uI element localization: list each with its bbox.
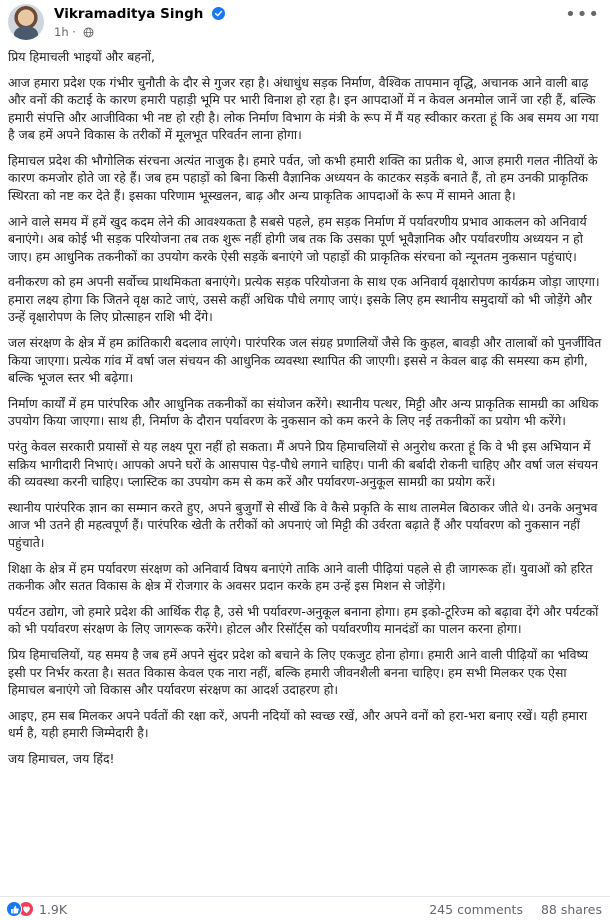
post-paragraph: शिक्षा के क्षेत्र में हम पर्यावरण संरक्षण को अनिवार्य विषय बनाएंगे ताकि आने वाली पीढ़ियां पहले से ही जागरूक हों। युवाओं को हरित तकनीक और सतत विकास के क्षेत्र में रोजगार के अवसर प्रदान करके हम उन्हें इस मिशन से जोड़ेंगे। (8, 560, 593, 594)
engagement-counts (415, 902, 602, 917)
post-body (8, 48, 604, 776)
post-paragraph: हिमाचल प्रदेश की भौगोलिक संरचना अत्यंत नाजुक है। हमारे पर्वत, जो कभी हमारी शक्ति का प्रतीक थे, आज हमारी गलत नीतियों के कारण कमजोर होते जा रहे हैं। जब हम पहाड़ों को बिना किसी वैज्ञानिक अध्ययन के काटकर सड़कें बनाते हैं, तो हम उनकी प्राकृतिक स्थिरता को नष्ट कर देते हैं। इसका परिणाम भूस्खलन, बाढ़ और अन्य प्राकृतिक आपदाओं के रूप में सामने आता है। (8, 153, 598, 203)
author-name[interactable]: Vikramaditya Singh (54, 6, 204, 22)
globe-icon (83, 27, 94, 38)
verified-badge-icon (212, 7, 225, 20)
post-time[interactable]: 1h (54, 25, 69, 39)
post-paragraph: परंतु केवल सरकारी प्रयासों से यह लक्ष्य पूरा नहीं हो सकता। मैं अपने प्रिय हिमाचलियों से अनुरोध करता हूं कि वे भी इस अभियान में सक्रिय भागीदारी निभाएं। आपको अपने घरों के आसपास पेड़-पौधे लगाने चाहिए। पानी की बर्बादी रोकनी चाहिए और वर्षा जल संचयन की व्यवस्था करनी चाहिए। प्लास्टिक का उपयोग कम से कम करें और पर्यावरण-अनुकूल सामग्री का प्रयोग करें। (8, 439, 599, 490)
reaction-count: 1.9K (39, 901, 68, 917)
post-paragraph: जय हिमाचल, जय हिंद! (8, 751, 115, 767)
post-paragraph: वनीकरण को हम अपनी सर्वोच्च प्राथमिकता बनाएंगे। प्रत्येक सड़क परियोजना के साथ एक अनिवार्य वृक्षारोपण कार्यक्रम जोड़ा जाएगा। हमारा लक्ष्य होगा कि जितने वृक्ष काटे जाएं, उससे कहीं अधिक पौधे लगाए जाएं। इसके लिए हम स्थानीय समुदायों को भी जोड़ेंगे और उन्हें वृक्षारोपण के लिए प्रोत्साहन राशि भी देंगे। (8, 274, 600, 325)
post-paragraph: प्रिय हिमाचलियों, यह समय है जब हमें अपने सुंदर प्रदेश को बचाने के लिए एकजुट होना होगा। हमारी आने वाली पीढ़ियों का भविष्य इसी पर निर्भर करता है। सतत विकास केवल एक नारा नहीं, बल्कि हमारी जीवनशैली बनना चाहिए। हम सभी मिलकर एक ऐसा हिमाचल बनाएंगे जो विकास और पर्यावरण संरक्षण का आदर्श उदाहरण हो। (8, 647, 589, 698)
shares-count[interactable]: 88 shares (540, 902, 602, 917)
post-paragraph: आइए, हम सब मिलकर अपने पर्वतों की रक्षा करें, अपनी नदियों को स्वच्छ रखें, और अपने वनों को हरा-भरा बनाए रखें। यही हमारा धर्म है, यही हमारी जिम्मेदारी है। (8, 708, 588, 741)
post-paragraph: स्थानीय पारंपरिक ज्ञान का सम्मान करते हुए, अपने बुजुर्गों से सीखें कि वे कैसे प्रकृति के साथ तालमेल बिठाकर जीते थे। उनके अनुभव आज भी उतने ही महत्वपूर्ण हैं। पारंपरिक खेती के तरीकों को अपनाएं जो मिट्टी की उर्वरता बढ़ाते हैं और पर्यावरण को नुकसान नहीं पहुंचाते। (8, 499, 598, 550)
post-paragraph: निर्माण कार्यों में हम पारंपरिक और आधुनिक तकनीकों का संयोजन करेंगे। स्थानीय पत्थर, मिट्टी और अन्य प्राकृतिक सामग्री का अधिक उपयोग किया जाएगा। साथ ही, निर्माण के दौरान पर्यावरण के नुकसान को कम करने के लिए नई तकनीकों का प्रयोग भी करेंगे। (8, 395, 599, 429)
reactions-summary[interactable] (6, 900, 67, 918)
post-paragraph: प्रिय हिमाचली भाइयों और बहनों, (8, 49, 155, 64)
post-paragraph: जल संरक्षण के क्षेत्र में हम क्रांतिकारी बदलाव लाएंगे। पारंपरिक जल संग्रह प्रणालियों जैसे कि कुहल, बावड़ी और तालाबों को पुनर्जीवित किया जाएगा। प्रत्येक गांव में वर्षा जल संचयन की आधुनिक व्यवस्था स्थापित की जाएगी। इससे न केवल बाढ़ की समस्या कम होगी, बल्कि भूजल स्तर भी बढ़ेगा। (8, 335, 602, 385)
author-avatar[interactable] (8, 4, 44, 40)
author-name-row (54, 6, 225, 22)
post-stats-bar (0, 896, 610, 920)
post-paragraph: आने वाले समय में हमें खुद कदम लेने की आवश्यकता है सबसे पहले, हम सड़क निर्माण में पर्यावरणीय प्रभाव आकलन को अनिवार्य बनाएंगे। अब कोई भी सड़क परियोजना तब तक शुरू नहीं होगी जब तक कि उसका पूर्ण भूवैज्ञानिक और पर्यावरणीय अध्ययन न हो जाए। हम आधुनिक तकनीकों का उपयोग करके ऐसी सड़कें बनाएंगे जो पहाड़ों की प्राकृतिक संरचना को न्यूनतम नुकसान पहुंचाएं। (8, 213, 587, 264)
post-paragraph: आज हमारा प्रदेश एक गंभीर चुनौती के दौर से गुजर रहा है। अंधाधुंध सड़क निर्माण, वैश्विक तापमान वृद्धि, अचानक आने वाली बाढ़ और वनों की कटाई के कारण हमारी पहाड़ी भूमि पर भारी विनाश हो रहा है। इन आपदाओं में न केवल अनमोल जानें जा रही हैं, बल्कि हमारी संपत्ति और आजीविका भी नष्ट हो रही है। लोक निर्माण विभाग के मंत्री के रूप में मैं यह स्वीकार करता हूं कि अब समय आ गया है जब हमें अपने विकास के तरीकों में मूलभूत परिवर्तन लाना होगा। (8, 74, 599, 143)
more-options-icon[interactable]: ••• (565, 4, 600, 25)
post-header (8, 4, 602, 42)
post-paragraph: पर्यटन उद्योग, जो हमारे प्रदेश की आर्थिक रीढ़ है, उसे भी पर्यावरण-अनुकूल बनाना होगा। हम इको-टूरिज्म को बढ़ावा देंगे और पर्यटकों को भी पर्यावरण संरक्षण के लिए जागरूक करेंगे। होटल और रिसॉर्ट्स को पर्यावरणीय मानदंडों का पालन करना होगा। (8, 603, 599, 637)
like-reaction-icon (6, 901, 22, 917)
comments-count[interactable]: 245 comments (429, 902, 523, 917)
post-meta: 1h · (54, 25, 94, 39)
